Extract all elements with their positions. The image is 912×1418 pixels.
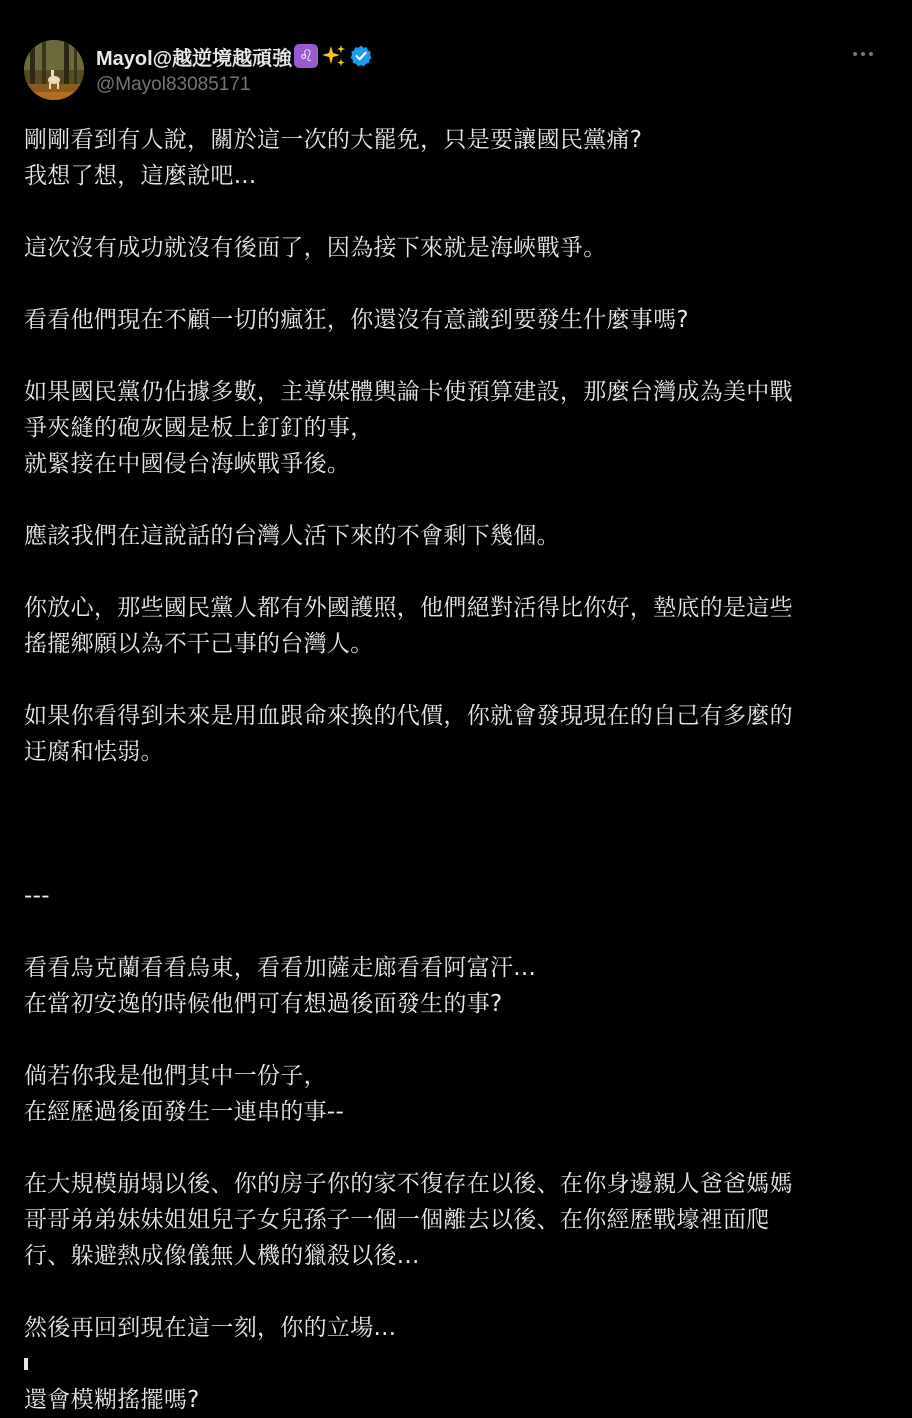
post-text-line: 這次沒有成功就沒有後面了，因為接下來就是海峽戰爭。 [24, 235, 607, 261]
verified-badge-icon[interactable] [350, 45, 372, 67]
more-options-button[interactable] [846, 42, 880, 66]
post-text-line: 然後再回到現在這一刻，你的立場... [24, 1315, 397, 1341]
paragraph-gap [24, 338, 888, 374]
leo-zodiac-icon: ♌ [294, 44, 318, 68]
paragraph-gap [24, 1346, 888, 1382]
post-text-line: 應該我們在這說話的台灣人活下來的不會剩下幾個。 [24, 523, 560, 549]
paragraph-gap [24, 482, 888, 518]
post-text-line [24, 806, 888, 842]
post-text-line: 在當初安逸的時候他們可有想過後面發生的事? [24, 991, 503, 1017]
paragraph-gap [24, 842, 888, 878]
post-text-line: 你放心，那些國民黨人都有外國護照，他們絕對活得比你好，墊底的是這些 [24, 595, 793, 621]
paragraph-gap [24, 266, 888, 302]
post-text-line: 看看烏克蘭看看烏東，看看加薩走廊看看阿富汗... [24, 955, 537, 981]
post-text-line: 看看他們現在不顧一切的瘋狂，你還沒有意識到要發生什麼事嗎? [24, 307, 689, 333]
paragraph-gap [24, 1022, 888, 1058]
post-text [24, 122, 888, 1418]
post-text-line: 行、躲避熱成像儀無人機的獵殺以後... [24, 1243, 420, 1269]
more-dot [861, 52, 865, 56]
author-handle[interactable]: @Mayol83085171 [96, 74, 251, 95]
post-text-line: 還會模糊搖擺嗎? [24, 1387, 200, 1413]
sparkles-icon [322, 44, 346, 68]
paragraph-gap [24, 194, 888, 230]
post-text-line: 就緊接在中國侵台海峽戰爭後。 [24, 451, 351, 477]
paragraph-gap [24, 770, 888, 806]
author-display-name[interactable]: Mayol@越逆境越頑強 [96, 47, 293, 70]
cropped-text-fragment [24, 1358, 28, 1370]
post-text-line: 在經歷過後面發生一連串的事-- [24, 1099, 345, 1125]
post-header [24, 40, 888, 102]
post-text-line: 迂腐和怯弱。 [24, 739, 164, 765]
paragraph-gap [24, 1274, 888, 1310]
avatar[interactable] [24, 40, 84, 100]
post-text-line: 倘若你我是他們其中一份子， [24, 1063, 327, 1089]
post-text-line: 哥哥弟弟妹妹姐姐兒子女兒孫子一個一個離去以後、在你經歷戰壕裡面爬 [24, 1207, 770, 1233]
post-text-line: 剛剛看到有人說，關於這一次的大罷免，只是要讓國民黨痛? [24, 127, 643, 153]
post-text-line: 如果你看得到未來是用血跟命來換的代價，你就會發現現在的自己有多麼的 [24, 703, 793, 729]
author-name-row[interactable] [96, 42, 372, 70]
post-text-line: 爭夾縫的砲灰國是板上釘釘的事， [24, 415, 374, 441]
post-text-line: 我想了想，這麼說吧... [24, 163, 257, 189]
more-horizontal-icon [853, 52, 857, 56]
post-text-line: --- [24, 883, 50, 909]
post-text-line: 如果國民黨仍佔據多數，主導媒體輿論卡使預算建設，那麼台灣成為美中戰 [24, 379, 793, 405]
paragraph-gap [24, 554, 888, 590]
post-text-line: 搖擺鄉願以為不干己事的台灣人。 [24, 631, 374, 657]
paragraph-gap [24, 1130, 888, 1166]
avatar-image [24, 40, 84, 100]
paragraph-gap [24, 662, 888, 698]
post-text-line: 在大規模崩塌以後、你的房子你的家不復存在以後、在你身邊親人爸爸媽媽 [24, 1171, 793, 1197]
more-dot [869, 52, 873, 56]
paragraph-gap [24, 914, 888, 950]
